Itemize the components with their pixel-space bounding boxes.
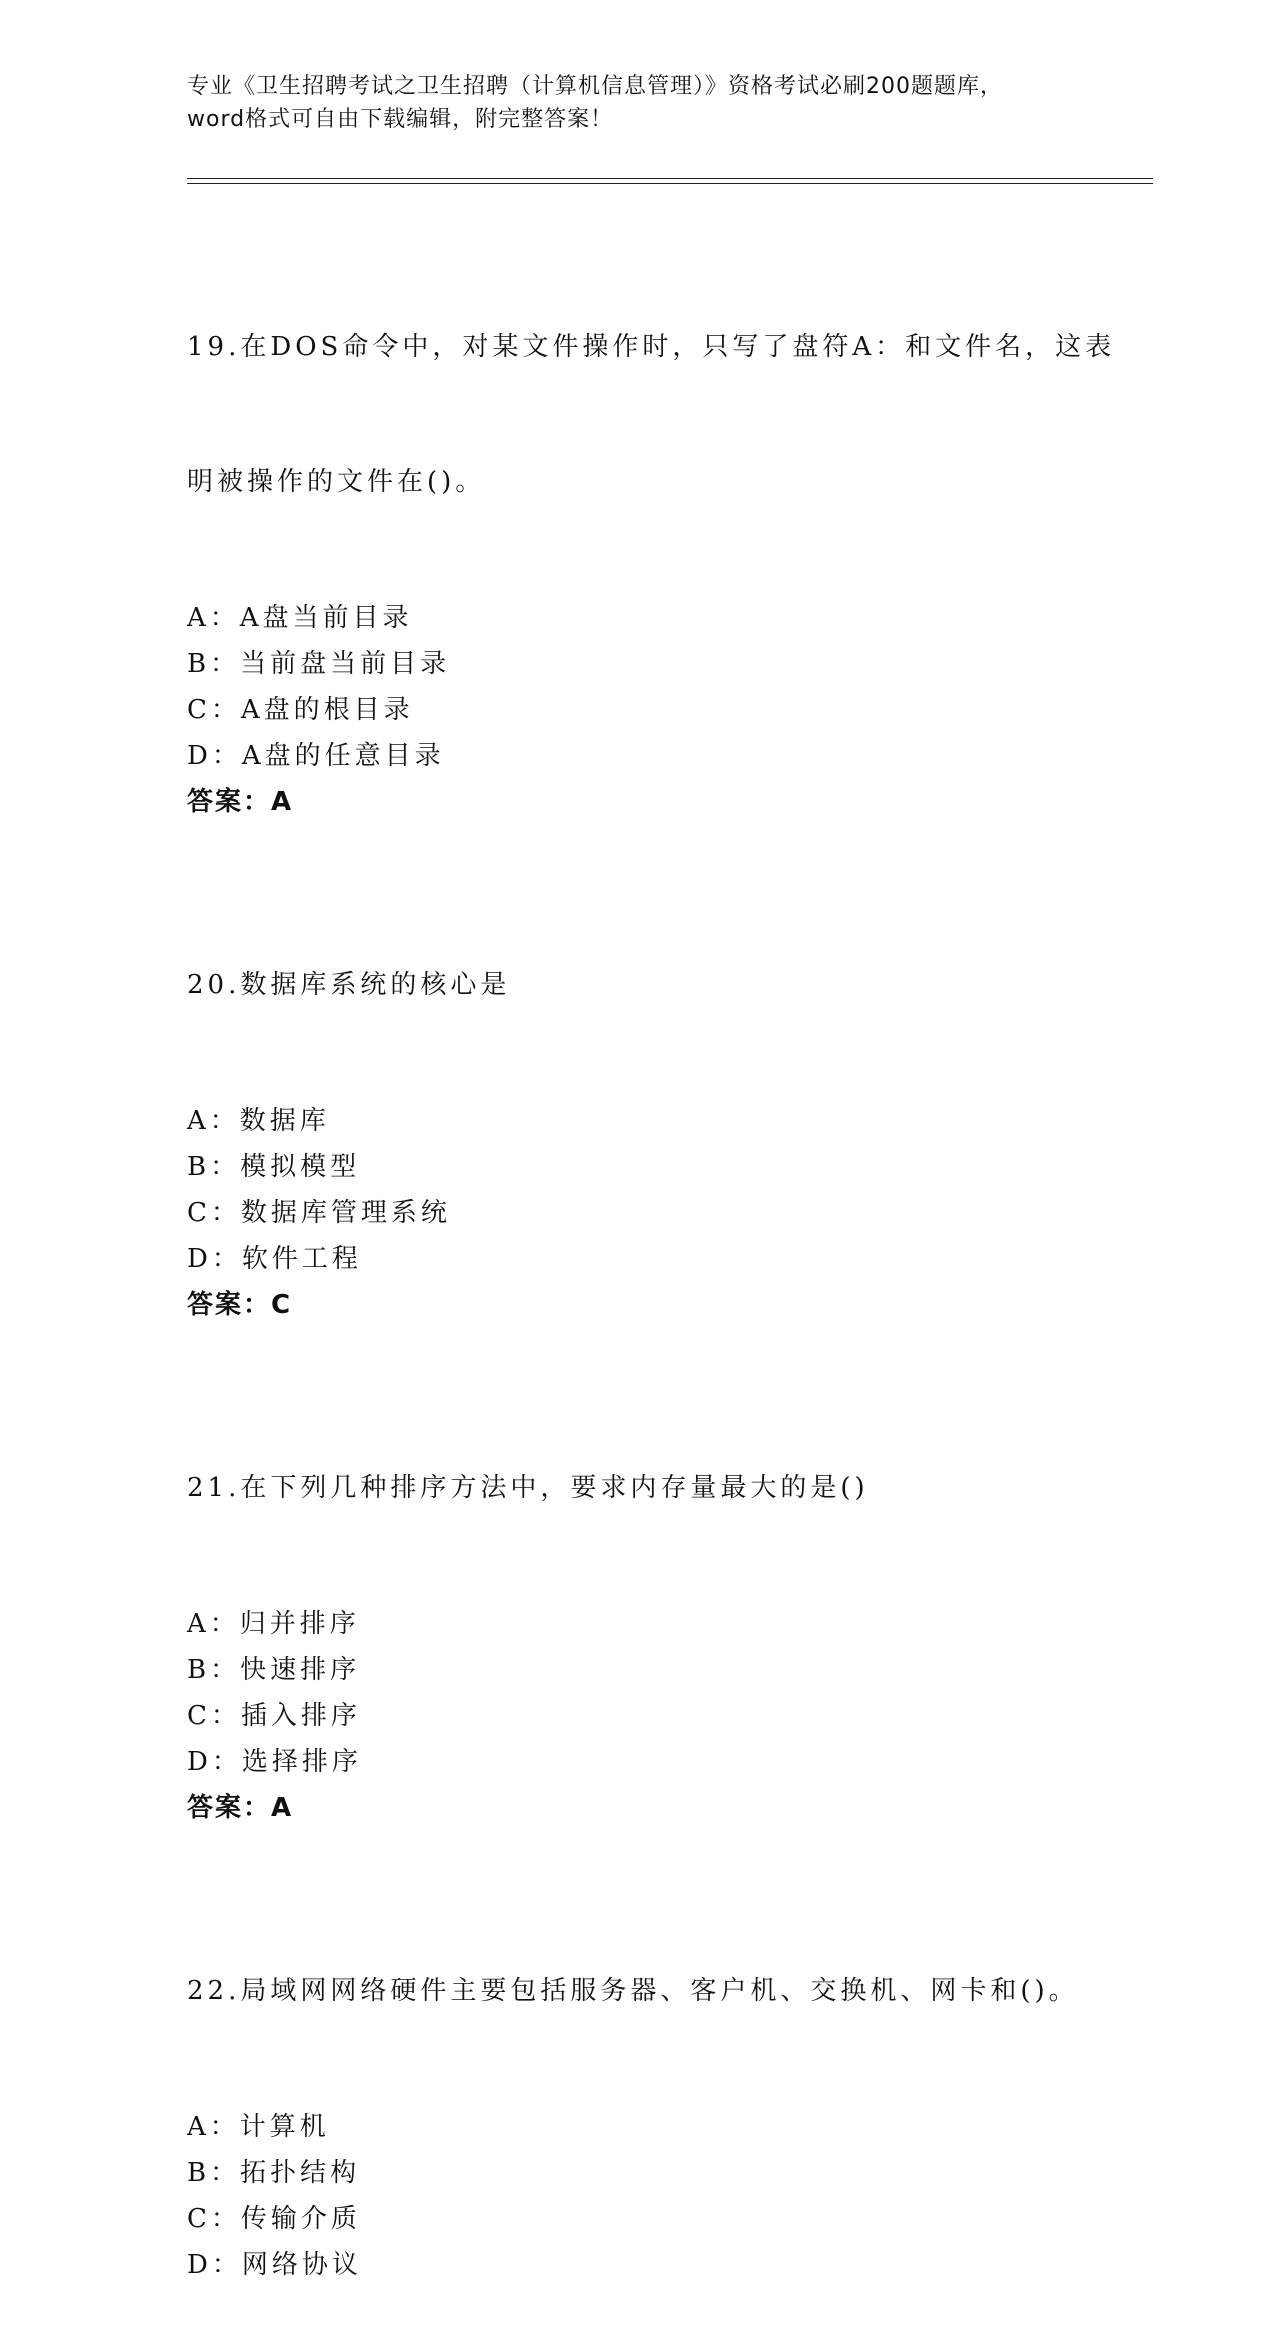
question-20: [187, 873, 1137, 1328]
option-c: C：传输介质: [187, 2204, 361, 2234]
question-stem: [187, 873, 1137, 1098]
question-stem-line: 明被操作的文件在()。: [187, 467, 486, 497]
option-b: B：拓扑结构: [187, 2158, 361, 2188]
question-22: [187, 1879, 1137, 2288]
answer-label: 答案：A: [187, 1793, 294, 1823]
answer-label: 答案：A: [187, 787, 294, 817]
header-text-line-2: word格式可自由下载编辑，附完整答案！: [187, 107, 614, 132]
header-text-line-1: 专业《卫生招聘考试之卫生招聘（计算机信息管理）》资格考试必刷200题题库，: [187, 74, 1003, 99]
option-d: D：A盘的任意目录: [187, 741, 445, 771]
question-list: [187, 235, 1137, 2336]
question-stem: [187, 1376, 1137, 1601]
option-d: D：软件工程: [187, 1244, 362, 1274]
option-a: A：A盘当前目录: [187, 603, 413, 633]
option-b: B：快速排序: [187, 1655, 361, 1685]
option-b: B：模拟模型: [187, 1152, 361, 1182]
question-21: [187, 1376, 1137, 1831]
question-stem: [187, 235, 1137, 595]
question-stem-line: 22.局域网网络硬件主要包括服务器、客户机、交换机、网卡和()。: [187, 1976, 1079, 2006]
option-a: A：数据库: [187, 1106, 330, 1136]
answer-label: 答案：C: [187, 1290, 293, 1320]
header-divider-bottom: [187, 183, 1153, 184]
option-c: C：插入排序: [187, 1701, 361, 1731]
question-stem-line: 20.数据库系统的核心是: [187, 970, 511, 1000]
option-a: A：计算机: [187, 2112, 330, 2142]
header-divider-top: [187, 178, 1153, 179]
question-stem-line: 21.在下列几种排序方法中，要求内存量最大的是(): [187, 1473, 869, 1503]
question-19: [187, 235, 1137, 825]
question-stem: [187, 1879, 1137, 2104]
option-d: D：网络协议: [187, 2250, 362, 2280]
option-d: D：选择排序: [187, 1747, 362, 1777]
question-stem-line: 19.在DOS命令中，对某文件操作时，只写了盘符A：和文件名，这表: [187, 332, 1116, 362]
option-c: C：数据库管理系统: [187, 1198, 451, 1228]
option-c: C：A盘的根目录: [187, 695, 414, 725]
document-header: [187, 70, 1087, 136]
option-a: A：归并排序: [187, 1609, 360, 1639]
option-b: B：当前盘当前目录: [187, 649, 451, 679]
